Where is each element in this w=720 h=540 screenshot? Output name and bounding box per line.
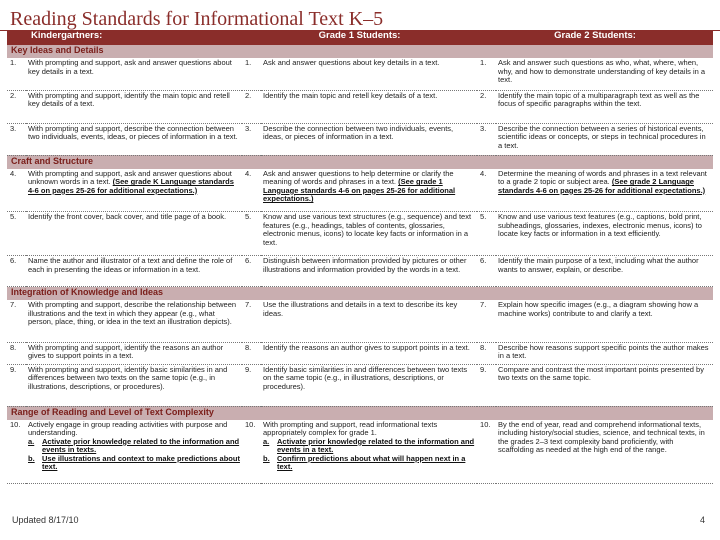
standard-number-g1: 1. [242, 58, 261, 90]
standard-number-k: 2. [7, 90, 26, 123]
standard-k [26, 169, 242, 212]
sub-standard-text: Activate prior knowledge related to the information and events in a text. [277, 436, 475, 455]
standard-number-g1: 9. [242, 364, 261, 406]
standard-number-k: 9. [7, 364, 26, 406]
standard-k-text: Name the author and illustrator of a text and define the role of each in presenting the ideas or information in a text. [28, 256, 233, 274]
column-header-row [7, 31, 713, 45]
standard-k-text: With prompting and support, describe the connection between two individuals, events, ideas, or pieces of information in a text. [28, 123, 238, 142]
language-standards-note: (See grade 1 Language standards 4-6 on pages 25-26 for additional expectations.) [263, 177, 456, 204]
standard-k-text: Identify the front cover, back cover, and title page of a book. [28, 212, 227, 221]
standard-g2 [496, 58, 713, 90]
page-number: 4 [700, 515, 706, 525]
standard-g1 [261, 420, 477, 484]
standard-g2 [496, 364, 713, 406]
standard-g1-text: Ask and answer questions to help determine or clarify the meaning of words and phrases in a text. [263, 168, 454, 187]
standard-k-text: With prompting and support, ask and answer questions about unknown words in a text. [28, 168, 232, 187]
standard-k-text: With prompting and support, describe the relationship between illustrations and the text in which they appear (e.g., what person, place, thing, or idea in the text an illustration depicts). [28, 300, 237, 327]
standard-g2 [496, 300, 713, 342]
standard-number-g1: 7. [242, 300, 261, 342]
standard-g2-text: Explain how specific images (e.g., a diagram showing how a machine works) contribute to and clarify a text. [498, 300, 699, 318]
standard-g1 [261, 212, 477, 256]
section-integration: Integration of Knowledge and Ideas [7, 287, 713, 301]
standard-row [7, 420, 713, 484]
standard-k-text: With prompting and support, identify the main topic and retell key details of a text. [28, 90, 230, 109]
standard-k [26, 58, 242, 90]
standard-number-g1: 8. [242, 342, 261, 364]
standard-g1 [261, 90, 477, 123]
standard-g2-text: By the end of year, read and comprehend informational texts, including history/social studies, science, and technical texts, in the grades 2–3 text complexity band proficiently, with scaffolding as needed at the high end of the range. [498, 419, 705, 455]
sub-standard-letter: a. [28, 436, 35, 446]
standard-number-g2: 5. [477, 212, 496, 256]
standard-g2 [496, 256, 713, 287]
section-heading [7, 287, 713, 301]
standard-g1 [261, 342, 477, 364]
standard-number-g1: 3. [242, 123, 261, 155]
standard-number-g2: 10. [477, 420, 496, 484]
section-range-reading: Range of Reading and Level of Text Complexity [7, 406, 713, 420]
sub-standard-text: Use illustrations and context to make predictions about text. [42, 453, 240, 472]
standard-g2-text: Determine the meaning of words and phrases in a text relevant to a grade 2 topic or subject area. [498, 168, 707, 187]
page-title: Reading Standards for Informational Text K–5 [10, 8, 384, 30]
standard-k [26, 364, 242, 406]
standard-number-k: 4. [7, 169, 26, 212]
standard-g1 [261, 169, 477, 212]
standard-g1-text: Use the illustrations and details in a text to describe its key ideas. [263, 300, 458, 318]
standard-number-k: 6. [7, 256, 26, 287]
standard-number-k: 5. [7, 212, 26, 256]
sub-standard-text: Activate prior knowledge related to the information and events in texts. [42, 436, 240, 455]
header-grade-1: Grade 1 Students: [242, 31, 477, 45]
standard-k-text: Actively engage in group reading activities with purpose and understanding. [28, 419, 228, 438]
header-grade-2: Grade 2 Students: [477, 31, 713, 45]
standard-g2-text: Ask and answer such questions as who, what, where, when, why, and how to demonstrate understanding of key details in a text. [498, 58, 706, 85]
standard-number-g2: 8. [477, 342, 496, 364]
standard-number-g2: 9. [477, 364, 496, 406]
updated-date: Updated 8/17/10 [12, 515, 79, 525]
section-heading [7, 406, 713, 420]
standard-k [26, 256, 242, 287]
section-heading [7, 155, 713, 169]
standard-number-k: 10. [7, 420, 26, 484]
standard-row [7, 212, 713, 256]
sub-standard-text: Confirm predictions about what will happen next in a text. [277, 453, 466, 472]
standard-row [7, 300, 713, 342]
standard-g2-text: Describe how reasons support specific points the author makes in a text. [498, 342, 709, 361]
standard-g1-text: Identify basic similarities in and differences between two texts on the same topic (e.g., in illustrations, descriptions, or procedures). [263, 364, 468, 391]
sub-standard [263, 438, 475, 455]
standard-number-k: 1. [7, 58, 26, 90]
standard-k [26, 90, 242, 123]
standard-number-g2: 2. [477, 90, 496, 123]
standard-row [7, 364, 713, 406]
standard-g1 [261, 256, 477, 287]
standard-number-g2: 4. [477, 169, 496, 212]
standard-k-text: With prompting and support, ask and answer questions about key details in a text. [28, 58, 232, 76]
standard-number-g2: 7. [477, 300, 496, 342]
standard-k-text: With prompting and support, identify the reasons an author gives to support points in a text. [28, 342, 224, 361]
standard-k [26, 212, 242, 256]
section-craft-structure: Craft and Structure [7, 155, 713, 169]
standard-row [7, 169, 713, 212]
standard-number-g1: 6. [242, 256, 261, 287]
standard-g1-text: Describe the connection between two individuals, events, ideas, or pieces of information in a text. [263, 123, 454, 142]
standard-g2-text: Describe the connection between a series of historical events, scientific ideas or concepts, or steps in technical procedures in a text. [498, 123, 706, 150]
standard-number-g1: 10. [242, 420, 261, 484]
language-standards-note: (See grade 2 Language standards 4-6 on pages 25-26 for additional expectations.) [498, 177, 706, 195]
standard-g2 [496, 123, 713, 155]
standard-g2 [496, 212, 713, 256]
standard-g2-text: Compare and contrast the most important points presented by two texts on the same topic. [498, 364, 704, 383]
language-standards-note: (See grade K Language standards 4-6 on pages 25-26 for additional expectations.) [28, 177, 234, 195]
header-kindergarten: Kindergartners: [7, 31, 242, 45]
standard-g2 [496, 169, 713, 212]
standard-number-k: 8. [7, 342, 26, 364]
standard-row [7, 123, 713, 155]
standard-g1-text: Identify the main topic and retell key details of a text. [263, 90, 438, 100]
standard-number-g1: 4. [242, 169, 261, 212]
standard-k [26, 342, 242, 364]
standard-number-g2: 3. [477, 123, 496, 155]
sub-standard-letter: b. [263, 453, 270, 463]
standard-row [7, 256, 713, 287]
standard-row [7, 58, 713, 90]
standard-g2-text: Identify the main purpose of a text, including what the author wants to answer, explain, or describe. [498, 256, 699, 274]
standard-number-k: 7. [7, 300, 26, 342]
sub-standard [28, 455, 240, 472]
standard-g1 [261, 300, 477, 342]
standard-g1 [261, 123, 477, 155]
standard-g2-text: Identify the main topic of a multiparagraph text as well as the focus of specific paragraphs within the text. [498, 90, 700, 109]
standard-g1-text: Distinguish between information provided by pictures or other illustrations and information provided by the words in a text. [263, 256, 467, 274]
standard-number-g1: 2. [242, 90, 261, 123]
standard-g1-text: Ask and answer questions about key details in a text. [263, 58, 440, 67]
standard-k [26, 420, 242, 484]
section-key-ideas: Key Ideas and Details [7, 45, 713, 58]
standard-g2 [496, 420, 713, 484]
standard-g1-text: Identify the reasons an author gives to support points in a text. [263, 342, 470, 352]
standard-g1 [261, 58, 477, 90]
standard-g2 [496, 90, 713, 123]
standard-row [7, 342, 713, 364]
standard-g1-text: Know and use various text structures (e.g., sequence) and text features (e.g., headings, tables of contents, glossaries, electronic menus, icons) to locate key facts or information in a text. [263, 212, 472, 247]
standard-g1 [261, 364, 477, 406]
standard-g2-text: Know and use various text features (e.g., captions, bold print, subheadings, glossaries, indexes, electronic menus, icons) to locate key facts or information in a text efficiently. [498, 212, 702, 239]
sub-standard [28, 438, 240, 455]
standard-k [26, 123, 242, 155]
standard-number-k: 3. [7, 123, 26, 155]
sub-standard-letter: b. [28, 453, 35, 463]
standard-k-text: With prompting and support, identify basic similarities in and differences between two texts on the same topic (e.g., in illustrations, descriptions, or procedures). [28, 364, 228, 391]
standard-g2 [496, 342, 713, 364]
section-heading [7, 45, 713, 58]
standard-number-g2: 1. [477, 58, 496, 90]
sub-standard-letter: a. [263, 436, 270, 446]
standard-number-g1: 5. [242, 212, 261, 256]
standard-number-g2: 6. [477, 256, 496, 287]
sub-standard [263, 455, 475, 472]
standard-k [26, 300, 242, 342]
standard-row [7, 90, 713, 123]
standard-g1-text: With prompting and support, read informational texts appropriately complex for grade 1. [263, 419, 438, 438]
standards-table [7, 31, 713, 484]
